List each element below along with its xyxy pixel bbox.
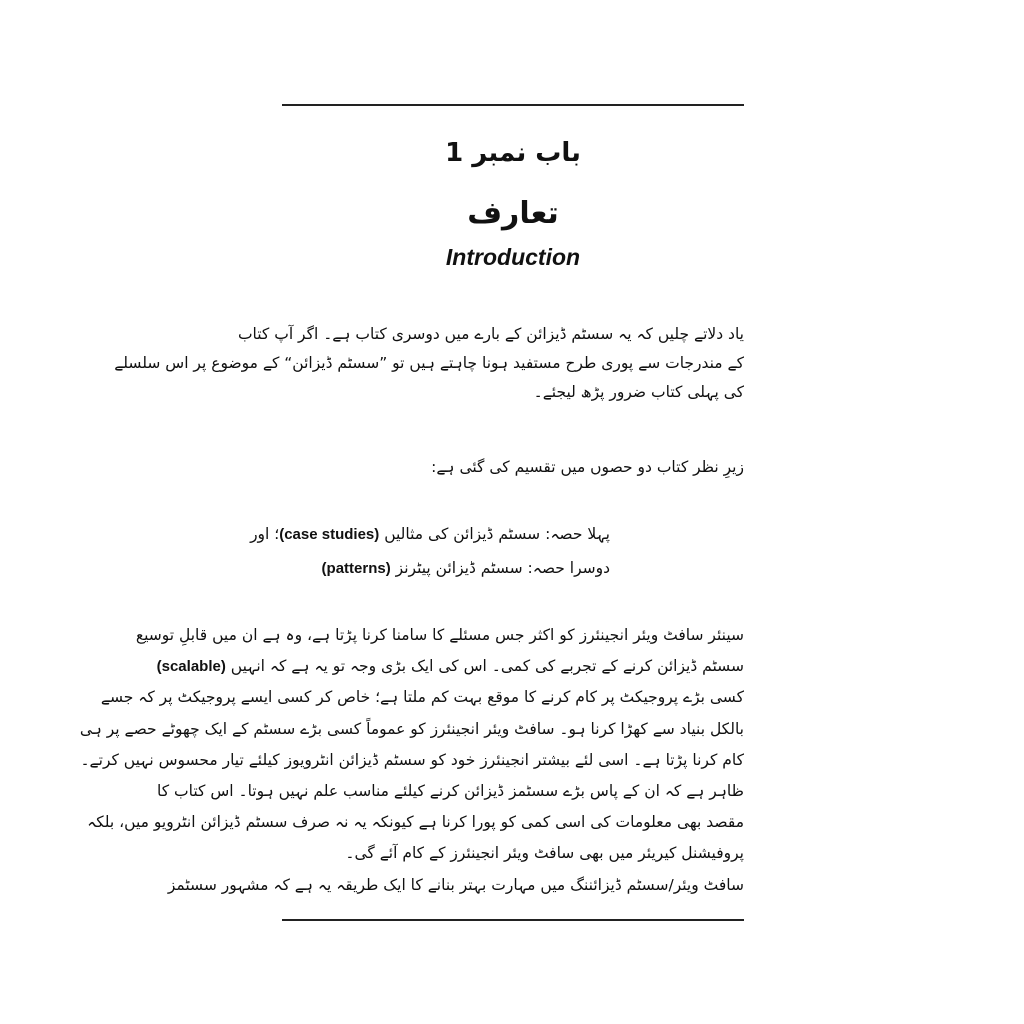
paragraph-line bbox=[79, 714, 744, 745]
line-text: سافٹ ویئر/سسٹم ڈیزائننگ میں مہارت بہتر بنانے کا ایک طریقہ یہ ہے کہ مشہور سسٹمز bbox=[167, 875, 744, 894]
paragraph-line bbox=[80, 745, 744, 776]
line-text: پروفیشنل کیریئر میں بھی سافٹ ویئر انجینئرز کے کام آئے گی۔ bbox=[345, 844, 744, 863]
chapter-title-english: Introduction bbox=[445, 244, 581, 270]
part-two-label: دوسرا حصہ: سسٹم ڈیزائن پیٹرنز bbox=[390, 559, 610, 577]
body-paragraph bbox=[79, 620, 744, 901]
parts-intro bbox=[344, 452, 744, 482]
paragraph-line bbox=[135, 620, 744, 651]
line-text: بالکل بنیاد سے کھڑا کرنا ہو۔ سافٹ ویئر انجینئرز کو عموماً کسی بڑے سسٹم کے ایک چھوٹے حصے پر ہی bbox=[79, 719, 744, 738]
part-two bbox=[282, 551, 744, 585]
parts-list bbox=[250, 517, 744, 585]
line-text: سسٹم ڈیزائن کرنے کے تجربے کی کمی۔ اس کی ایک بڑی وجہ تو یہ ہے کہ انہیں bbox=[230, 657, 744, 676]
paragraph-line bbox=[87, 807, 744, 838]
paragraph-line bbox=[100, 682, 744, 713]
line-text: سینئر سافٹ ویئر انجینئرز کو اکثر جس مسئلے کا سامنا کرنا پڑتا ہے، وہ ہے ان میں قابلِ توسیع bbox=[135, 626, 744, 644]
paragraph-line: یاد دلاتے چلیں کہ یہ سسٹم ڈیزائن کے بارے میں دوسری کتاب ہے۔ اگر آپ کتاب bbox=[237, 325, 744, 343]
scalable-term: (scalable) bbox=[156, 658, 226, 676]
part-one-suffix: ؛ اور bbox=[250, 525, 280, 543]
paragraph-line bbox=[282, 838, 744, 869]
top-rule bbox=[282, 104, 744, 106]
paragraph-line bbox=[157, 776, 744, 807]
part-one bbox=[250, 517, 744, 551]
part-one-english: (case studies) bbox=[279, 526, 380, 543]
parts-intro-line: زیرِ نظر کتاب دو حصوں میں تقسیم کی گئی ہے: bbox=[431, 458, 744, 476]
bottom-rule bbox=[282, 919, 744, 921]
paragraph-line bbox=[167, 870, 744, 901]
line-text: کسی بڑے پروجیکٹ پر کام کرنے کا موقع بہت کم ملتا ہے؛ خاص کر کسی ایسے پروجیکٹ پر کہ جسے bbox=[100, 688, 744, 707]
line-text: ظاہر ہے کہ ان کے پاس بڑے سسٹمز ڈیزائن کرنے کیلئے مناسب علم نہیں ہوتا۔ اس کتاب کا bbox=[157, 781, 744, 800]
paragraph-line bbox=[156, 651, 744, 682]
chapter-title-urdu: تعارف bbox=[467, 196, 559, 231]
intro-paragraph bbox=[114, 320, 744, 407]
part-two-english: (patterns) bbox=[321, 560, 391, 577]
paragraph-line: کی پہلی کتاب ضرور پڑھ لیجئے۔ bbox=[533, 383, 744, 401]
part-one-label: پہلا حصہ: سسٹم ڈیزائن کی مثالیں bbox=[379, 525, 610, 543]
line-text: کام کرنا پڑتا ہے۔ اسی لئے بیشتر انجینئرز خود کو سسٹم ڈیزائن انٹرویوز کیلئے تیار محسوس نہیں کرتے۔ bbox=[80, 750, 744, 769]
paragraph-line: کے مندرجات سے پوری طرح مستفید ہونا چاہتے ہیں تو ”سسٹم ڈیزائن“ کے موضوع پر اس سلسلے bbox=[114, 354, 744, 372]
line-text: مقصد بھی معلومات کی اسی کمی کو پورا کرنا ہے کیونکہ یہ نہ صرف سسٹم ڈیزائن انٹرویو میں، بلکہ bbox=[87, 813, 744, 832]
chapter-number: باب نمبر 1 bbox=[445, 138, 581, 168]
